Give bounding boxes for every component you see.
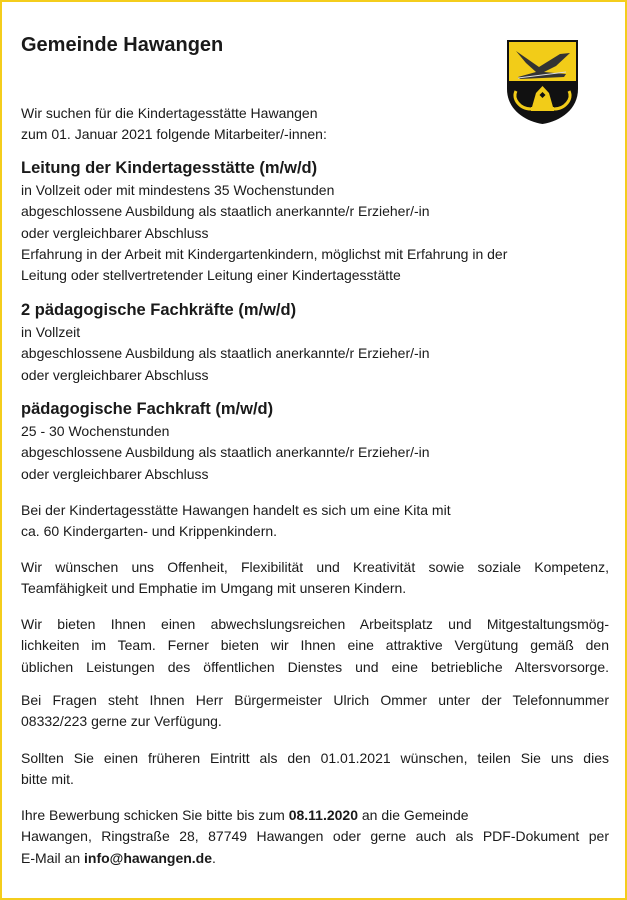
position-line: oder vergleichbarer Abschluss [21, 366, 209, 383]
position-leitung [21, 158, 609, 286]
paragraph-wishes [21, 557, 609, 600]
intro-line: zum 01. Januar 2021 folgende Mitarbeiter/-innen: [21, 126, 327, 143]
position-heading: pädagogische Fachkraft (m/w/d) [21, 400, 274, 418]
position-fachkraefte [21, 300, 609, 386]
position-line: in Vollzeit [21, 324, 81, 340]
position-line: in Vollzeit oder mit mindestens 35 Wochenstunden [21, 182, 335, 198]
paragraph-offer [21, 614, 609, 678]
position-heading: 2 pädagogische Fachkräfte (m/w/d) [21, 301, 297, 319]
paragraph-line: 08332/223 gerne zur Verfügung. [21, 713, 222, 730]
position-line: abgeschlossene Ausbildung als staatlich anerkannte/r Erzieher/-in [21, 345, 430, 362]
position-heading: Leitung der Kindertagesstätte (m/w/d) [21, 159, 318, 177]
text: Ihre Bewerbung schicken Sie bitte bis zum [21, 807, 289, 823]
position-line: abgeschlossene Ausbildung als staatlich anerkannte/r Erzieher/-in [21, 444, 430, 461]
position-line: oder vergleichbarer Abschluss [21, 224, 209, 241]
text: an die Gemeinde [358, 807, 469, 823]
position-line: Leitung oder stellvertretender Leitung einer Kindertagesstätte [21, 267, 401, 284]
paragraph-line: Wir bieten Ihnen einen abwechslungsreichen Arbeitsplatz und Mitgestaltungsmög- [21, 616, 609, 632]
position-line: Erfahrung in der Arbeit mit Kindergartenkindern, möglichst mit Erfahrung in der [21, 245, 508, 262]
text: . [212, 849, 216, 866]
paragraph-kita [21, 500, 609, 543]
position-line: abgeschlossene Ausbildung als staatlich anerkannte/r Erzieher/-in [21, 203, 430, 220]
paragraph-line: lichkeiten im Team. Ferner bieten wir Ihnen eine attraktive Vergütung gemäß den [21, 637, 609, 654]
paragraph-line: Bei Fragen steht Ihnen Herr Bürgermeister Ulrich Ommer unter der Telefonnummer [21, 692, 609, 708]
paragraph-contact [21, 690, 609, 733]
paragraph-line: Hawangen, Ringstraße 28, 87749 Hawangen oder gerne auch als PDF-Dokument per [21, 828, 609, 845]
position-line: oder vergleichbarer Abschluss [21, 465, 209, 482]
position-fachkraft [21, 399, 609, 485]
paragraph-line: Teamfähigkeit und Emphatie im Umgang mit unseren Kindern. [21, 580, 407, 597]
position-line: 25 - 30 Wochenstunden [21, 423, 170, 439]
paragraph-line: bitte mit. [21, 771, 74, 788]
text: E-Mail an [21, 849, 85, 866]
paragraph-line [21, 805, 609, 826]
email-link[interactable]: info@hawangen.de [84, 849, 213, 866]
paragraph-line: Wir wünschen uns Offenheit, Flexibilität und Kreativität sowie soziale Kompetenz, [21, 559, 609, 575]
intro [21, 103, 609, 146]
paragraph-line: Sollten Sie einen früheren Eintritt als den 01.01.2021 wünschen, teilen Sie uns dies [21, 750, 609, 766]
page-title: Gemeinde Hawangen [21, 34, 224, 56]
paragraph-line [21, 848, 609, 869]
intro-line: Wir suchen für die Kindertagesstätte Hawangen [21, 105, 318, 121]
paragraph-application [21, 805, 609, 869]
deadline: 08.11.2020 [288, 807, 358, 823]
paragraph-line: üblichen Leistungen des öffentlichen Dienstes und eine betriebliche Altersvorsorge. [21, 658, 609, 675]
paragraph-start [21, 748, 609, 791]
paragraph-line: ca. 60 Kindergarten- und Krippenkindern. [21, 523, 278, 540]
paragraph-line: Bei der Kindertagesstätte Hawangen handelt es sich um eine Kita mit [21, 502, 451, 518]
